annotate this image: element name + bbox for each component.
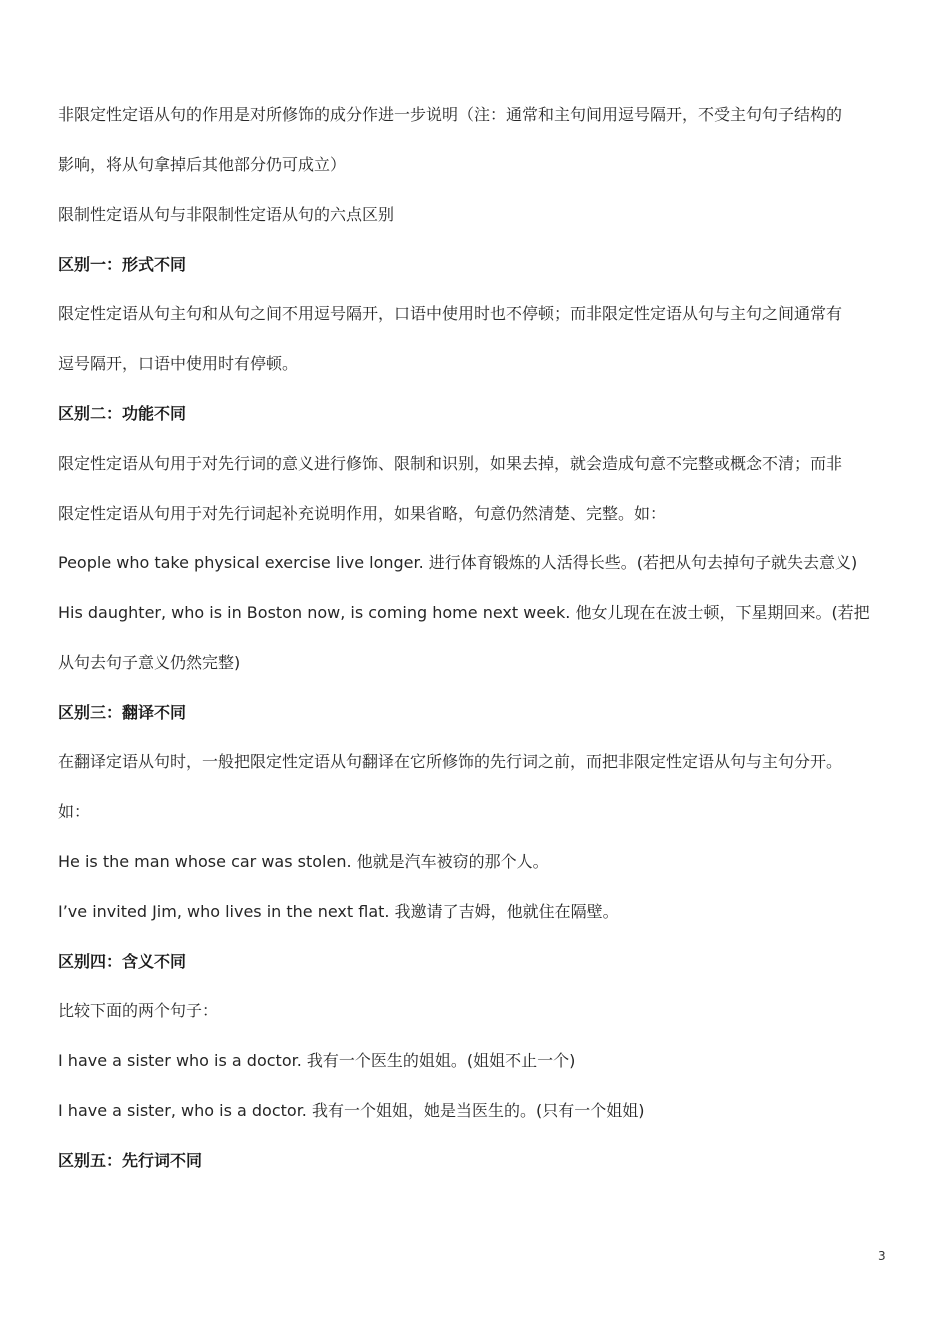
paragraph-line: 在翻译定语从句时，一般把限定性定语从句翻译在它所修饰的先行词之前，而把非限定性定语从句与主句分开。 — [58, 752, 843, 771]
page-number: 3 — [878, 1249, 886, 1263]
example-sentence: I have a sister, who is a doctor. 我有一个姐姐，她是当医生的。(只有一个姐姐) — [58, 1101, 645, 1120]
paragraph-line: 从句去句子意义仍然完整) — [58, 653, 241, 672]
example-sentence: He is the man whose car was stolen. 他就是汽车被窃的那个人。 — [58, 852, 549, 871]
example-sentence: I’ve invited Jim, who lives in the next flat. 我邀请了吉姆，他就住在隔壁。 — [58, 902, 619, 921]
example-sentence: People who take physical exercise live longer. 进行体育锻炼的人活得长些。(若把从句去掉句子就失去意义) — [58, 553, 858, 572]
paragraph-line: 限制性定语从句与非限制性定语从句的六点区别 — [58, 205, 395, 224]
section-heading: 区别三：翻译不同 — [58, 703, 187, 722]
paragraph-line: 比较下面的两个句子： — [58, 1001, 219, 1020]
section-heading: 区别五：先行词不同 — [58, 1151, 203, 1170]
paragraph-line: 限定性定语从句用于对先行词的意义进行修饰、限制和识别，如果去掉，就会造成句意不完整或概念不清；而非 — [58, 454, 843, 473]
paragraph-line: 非限定性定语从句的作用是对所修饰的成分作进一步说明（注：通常和主句间用逗号隔开，不受主句句子结构的 — [58, 105, 843, 124]
paragraph-line: 逗号隔开，口语中使用时有停顿。 — [58, 354, 299, 373]
example-sentence: His daughter, who is in Boston now, is coming home next week. 他女儿现在在波士顿，下星期回来。(若把 — [58, 603, 870, 622]
example-sentence: I have a sister who is a doctor. 我有一个医生的姐姐。(姐姐不止一个) — [58, 1051, 576, 1070]
paragraph-line: 如： — [58, 802, 91, 821]
paragraph-line: 影响，将从句拿掉后其他部分仍可成立） — [58, 155, 347, 174]
section-heading: 区别一：形式不同 — [58, 255, 187, 274]
paragraph-line: 限定性定语从句主句和从句之间不用逗号隔开，口语中使用时也不停顿；而非限定性定语从句与主句之间通常有 — [58, 304, 843, 323]
section-heading: 区别二：功能不同 — [58, 404, 187, 423]
paragraph-line: 限定性定语从句用于对先行词起补充说明作用，如果省略，句意仍然清楚、完整。如： — [58, 504, 667, 523]
section-heading: 区别四：含义不同 — [58, 952, 187, 971]
